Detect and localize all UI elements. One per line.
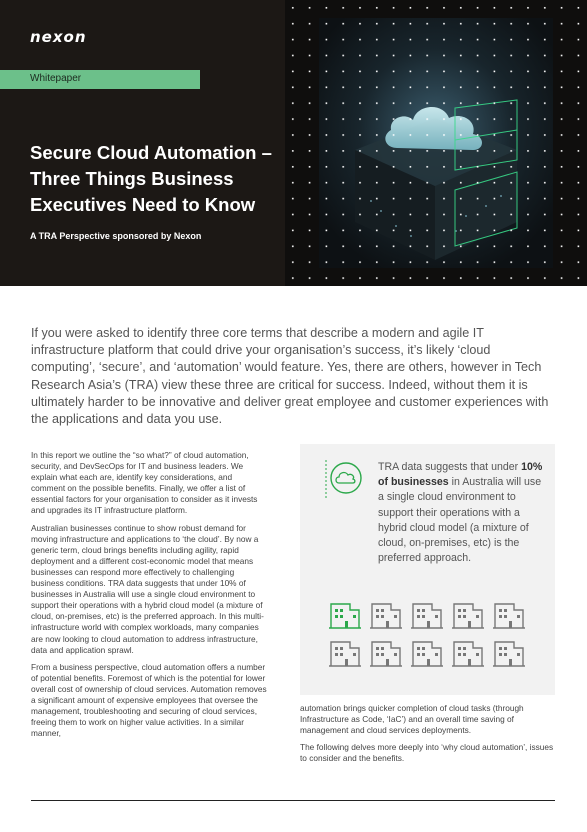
building-icon xyxy=(328,636,362,670)
whitepaper-tag-label: Whitepaper xyxy=(30,73,82,84)
building-icon xyxy=(369,598,403,632)
body-paragraph: automation brings quicker completion of cloud tasks (through Infrastructure as Code, ‘IaC’) and an overall time saving of management and cloud services deployments. xyxy=(300,703,524,736)
document-subtitle: A TRA Perspective sponsored by Nexon xyxy=(30,231,202,241)
building-icon xyxy=(369,636,403,670)
building-icon xyxy=(451,636,485,670)
building-icon xyxy=(492,598,526,632)
callout-text xyxy=(378,460,548,566)
footer-divider xyxy=(31,800,555,801)
building-icon xyxy=(410,636,444,670)
body-paragraph: Australian businesses continue to show robust demand for moving infrastructure and applications to ‘the cloud’. By now a generic term, cloud brings benefits including agility, rapid deployment and a different cost-economic model that means businesses can respond more effectively to challenging business conditions. TRA data suggests that under 10% of businesses in Australia will use a single cloud environment to support their operations with a hybrid cloud model (a mixture of cloud, on-premises, etc) is the preferred approach. In this multi-infrastructure world with complex workloads, many companies are now looking to cloud automation to address infrastructure, data and application sprawl. xyxy=(31,522,264,655)
body-paragraph: From a business perspective, cloud automation offers a number of potential benefits. Foremost of which is the potential for lower overall cost of ownership of cloud services. Automation removes a significant amount of expensive employees that oversee the management, troubleshooting and securing of cloud services, freeing them to work on higher value activities. In a similar manner, xyxy=(31,661,267,739)
callout-text-after: in Australia will use a single cloud environment to support their operations with a hybrid cloud model (a mixture of cloud, on-premises, etc) is the preferred approach. xyxy=(378,476,542,565)
nexon-logo: nexon xyxy=(30,28,87,46)
intro-paragraph: If you were asked to identify three core terms that describe a modern and agile IT infrastructure platform that could drive your organisation’s success, it’s likely ‘cloud computing’, ‘secure’, and ‘automation’ would feature. Yes, there are others, however in Tech Research Asia’s (TRA) view these three are critical for success. Indeed, without them it is ultimately harder to be innovative and deliver great employee and customer experiences with the applications and data you use. xyxy=(31,326,549,427)
callout-text-before: TRA data suggests that under xyxy=(378,461,522,473)
cloud-circuit-illustration xyxy=(285,0,587,286)
body-paragraph: In this report we outline the “so what?” of cloud automation, security, and DevSecOps for IT and business leaders. We explain what each are, identify key considerations, and comment on the possible benefits. Finally, we offer a list of essential factors for your organisation to consider as it invests and upgrades its IT infrastructure platform. xyxy=(31,450,258,516)
cloud-icon xyxy=(324,458,366,500)
building-icon xyxy=(410,598,444,632)
building-icon xyxy=(451,598,485,632)
document-title: Secure Cloud Automation – Three Things Business Executives Need to Know xyxy=(30,142,272,215)
stat-callout-box xyxy=(300,444,555,695)
hero-banner xyxy=(0,0,587,286)
callout-highlight: 10% of businesses xyxy=(378,461,543,489)
whitepaper-tag xyxy=(0,70,200,89)
building-icon-highlighted xyxy=(328,598,362,632)
body-column-right xyxy=(300,703,555,770)
building-icon xyxy=(492,636,526,670)
body-column-left xyxy=(31,450,268,745)
body-paragraph: The following delves more deeply into ‘why cloud automation’, issues to consider and the benefits. xyxy=(300,742,554,764)
